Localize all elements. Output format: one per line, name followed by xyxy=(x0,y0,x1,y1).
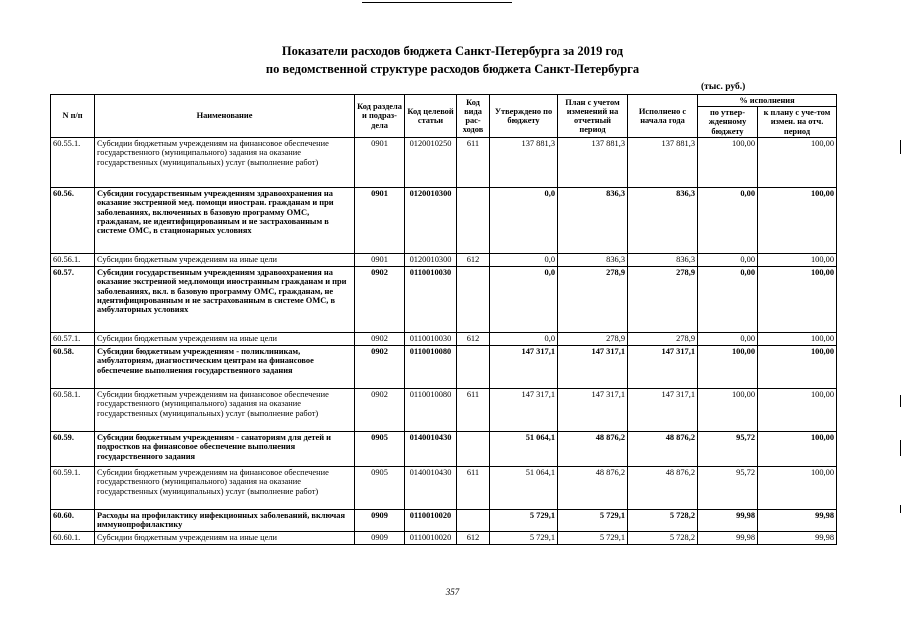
table-row xyxy=(51,137,837,187)
plan-amount: 137 881,3 xyxy=(558,137,628,187)
row-name: Субсидии бюджетным учреждениям - поликлиникам, амбулаториям, диагностическим центрам на финансовое обеспечение выполнения государственного задания xyxy=(95,345,355,388)
target-code: 0110010080 xyxy=(405,388,457,431)
row-name: Субсидии бюджетным учреждениям - санаториям для детей и подростков на финансовое обеспечение выполнения государственного задания xyxy=(95,431,355,466)
target-code: 0110010030 xyxy=(405,332,457,345)
row-name: Субсидии государственным учреждениям здравоохранения на оказание экстренной мед.помощи иностранным гражданам и при заболеваниях, вкл. в базовую программу ОМС, гражданам, не идентифицированным и не застрахованным в системе ОМС, в амбулаторных условиях xyxy=(95,266,355,332)
section-code: 0909 xyxy=(355,509,405,531)
row-number: 60.60.1. xyxy=(51,531,95,544)
document-title-line2: по ведомственной структуре расходов бюджета Санкт-Петербурга xyxy=(265,62,640,76)
pct-plan: 100,00 xyxy=(758,466,837,509)
row-name: Субсидии бюджетным учреждениям на финансовое обеспечение государственного (муниципального) задания на оказание государственных (муниципальных) услуг (выполнение работ) xyxy=(95,388,355,431)
target-code: 0140010430 xyxy=(405,466,457,509)
type-code: 611 xyxy=(457,466,490,509)
row-number: 60.55.1. xyxy=(51,137,95,187)
section-code: 0909 xyxy=(355,531,405,544)
section-code: 0902 xyxy=(355,266,405,332)
target-code: 0110010020 xyxy=(405,531,457,544)
type-code: 612 xyxy=(457,531,490,544)
plan-amount: 278,9 xyxy=(558,332,628,345)
type-code xyxy=(457,509,490,531)
table-row xyxy=(51,266,837,332)
executed-amount: 147 317,1 xyxy=(628,388,698,431)
section-code: 0905 xyxy=(355,466,405,509)
approved-amount: 5 729,1 xyxy=(490,531,558,544)
table-row xyxy=(51,332,837,345)
executed-amount: 5 728,2 xyxy=(628,531,698,544)
table-row xyxy=(51,187,837,253)
page-number: 357 xyxy=(445,587,460,597)
margin-mark xyxy=(900,505,901,513)
plan-amount: 147 317,1 xyxy=(558,345,628,388)
header-plan: План с учетом изменений на отчетный период xyxy=(558,95,628,138)
expenditure-table xyxy=(50,94,837,545)
pct-budget: 99,98 xyxy=(698,531,758,544)
plan-amount: 147 317,1 xyxy=(558,388,628,431)
approved-amount: 0,0 xyxy=(490,332,558,345)
row-number: 60.58.1. xyxy=(51,388,95,431)
row-number: 60.59.1. xyxy=(51,466,95,509)
pct-budget: 0,00 xyxy=(698,187,758,253)
table-row xyxy=(51,466,837,509)
units-label: (тыс. руб.) xyxy=(701,82,746,92)
margin-mark xyxy=(900,440,901,456)
target-code: 0110010080 xyxy=(405,345,457,388)
row-name: Субсидии бюджетным учреждениям на иные цели xyxy=(95,253,355,266)
pct-budget: 95,72 xyxy=(698,431,758,466)
type-code xyxy=(457,187,490,253)
approved-amount: 51 064,1 xyxy=(490,466,558,509)
pct-budget: 0,00 xyxy=(698,253,758,266)
header-pct-plan: к плану с уче-том измен. на отч. период xyxy=(758,107,837,138)
target-code: 0120010300 xyxy=(405,253,457,266)
plan-amount: 836,3 xyxy=(558,187,628,253)
table-row xyxy=(51,531,837,544)
row-number: 60.57. xyxy=(51,266,95,332)
pct-plan: 100,00 xyxy=(758,388,837,431)
executed-amount: 48 876,2 xyxy=(628,431,698,466)
row-name: Расходы на профилактику инфекционных заболеваний, включая иммунопрофилактику xyxy=(95,509,355,531)
plan-amount: 836,3 xyxy=(558,253,628,266)
header-num: N п/п xyxy=(51,95,95,138)
target-code: 0110010030 xyxy=(405,266,457,332)
executed-amount: 147 317,1 xyxy=(628,345,698,388)
margin-mark xyxy=(900,395,901,407)
table-row xyxy=(51,388,837,431)
margin-mark xyxy=(900,140,901,154)
row-number: 60.59. xyxy=(51,431,95,466)
executed-amount: 48 876,2 xyxy=(628,466,698,509)
type-code xyxy=(457,345,490,388)
header-name: Наименование xyxy=(95,95,355,138)
approved-amount: 51 064,1 xyxy=(490,431,558,466)
approved-amount: 0,0 xyxy=(490,187,558,253)
header-percent-group: % исполнения xyxy=(698,95,837,107)
pct-plan: 100,00 xyxy=(758,345,837,388)
plan-amount: 48 876,2 xyxy=(558,431,628,466)
table-row xyxy=(51,253,837,266)
header-section-code: Код раздела и подраз-дела xyxy=(355,95,405,138)
table-row xyxy=(51,345,837,388)
approved-amount: 147 317,1 xyxy=(490,345,558,388)
type-code xyxy=(457,266,490,332)
pct-budget: 0,00 xyxy=(698,332,758,345)
approved-amount: 5 729,1 xyxy=(490,509,558,531)
pct-plan: 100,00 xyxy=(758,266,837,332)
row-name: Субсидии бюджетным учреждениям на иные цели xyxy=(95,332,355,345)
approved-amount: 147 317,1 xyxy=(490,388,558,431)
target-code: 0140010430 xyxy=(405,431,457,466)
table-row xyxy=(51,431,837,466)
row-number: 60.60. xyxy=(51,509,95,531)
row-name: Субсидии государственным учреждениям здравоохранения на оказание экстренной мед. помощи иностран. гражданам и при заболеваниях, включенных в базовую программу ОМС, гражданам, не идентифицированным и не застрахованным в системе ОМС, в стационарных условиях xyxy=(95,187,355,253)
row-number: 60.57.1. xyxy=(51,332,95,345)
section-code: 0901 xyxy=(355,253,405,266)
plan-amount: 278,9 xyxy=(558,266,628,332)
pct-plan: 100,00 xyxy=(758,431,837,466)
executed-amount: 278,9 xyxy=(628,332,698,345)
row-number: 60.56.1. xyxy=(51,253,95,266)
row-name: Субсидии бюджетным учреждениям на финансовое обеспечение государственного (муниципального) задания на оказание государственных (муниципальных) услуг (выполнение работ) xyxy=(95,137,355,187)
pct-budget: 100,00 xyxy=(698,388,758,431)
pct-plan: 100,00 xyxy=(758,137,837,187)
pct-budget: 0,00 xyxy=(698,266,758,332)
executed-amount: 137 881,3 xyxy=(628,137,698,187)
pct-budget: 99,98 xyxy=(698,509,758,531)
approved-amount: 137 881,3 xyxy=(490,137,558,187)
section-code: 0902 xyxy=(355,345,405,388)
header-type-code: Код вида рас-ходов xyxy=(457,95,490,138)
target-code: 0120010300 xyxy=(405,187,457,253)
pct-plan: 100,00 xyxy=(758,332,837,345)
section-code: 0902 xyxy=(355,388,405,431)
pct-plan: 99,98 xyxy=(758,531,837,544)
plan-amount: 48 876,2 xyxy=(558,466,628,509)
header-target-code: Код целевой статьи xyxy=(405,95,457,138)
target-code: 0120010250 xyxy=(405,137,457,187)
header-approved: Утверждено по бюджету xyxy=(490,95,558,138)
type-code xyxy=(457,431,490,466)
type-code: 612 xyxy=(457,253,490,266)
table-body xyxy=(51,137,837,544)
header-pct-budget: по утвер-жденному бюджету xyxy=(698,107,758,138)
section-code: 0901 xyxy=(355,137,405,187)
header-executed: Исполнено с начала года xyxy=(628,95,698,138)
executed-amount: 836,3 xyxy=(628,187,698,253)
document-title-line1: Показатели расходов бюджета Санкт-Петербурга за 2019 год xyxy=(281,44,624,58)
pct-plan: 100,00 xyxy=(758,187,837,253)
approved-amount: 0,0 xyxy=(490,253,558,266)
row-name: Субсидии бюджетным учреждениям на иные цели xyxy=(95,531,355,544)
approved-amount: 0,0 xyxy=(490,266,558,332)
pct-budget: 95,72 xyxy=(698,466,758,509)
row-number: 60.58. xyxy=(51,345,95,388)
pct-budget: 100,00 xyxy=(698,345,758,388)
row-number: 60.56. xyxy=(51,187,95,253)
row-name: Субсидии бюджетным учреждениям на финансовое обеспечение государственного (муниципального) задания на оказание государственных (муниципальных) услуг (выполнение работ) xyxy=(95,466,355,509)
section-code: 0905 xyxy=(355,431,405,466)
pct-plan: 99,98 xyxy=(758,509,837,531)
plan-amount: 5 729,1 xyxy=(558,509,628,531)
section-code: 0901 xyxy=(355,187,405,253)
section-code: 0902 xyxy=(355,332,405,345)
executed-amount: 5 728,2 xyxy=(628,509,698,531)
executed-amount: 278,9 xyxy=(628,266,698,332)
type-code: 611 xyxy=(457,388,490,431)
top-rule xyxy=(362,2,512,3)
pct-budget: 100,00 xyxy=(698,137,758,187)
type-code: 611 xyxy=(457,137,490,187)
table-row xyxy=(51,509,837,531)
pct-plan: 100,00 xyxy=(758,253,837,266)
type-code: 612 xyxy=(457,332,490,345)
plan-amount: 5 729,1 xyxy=(558,531,628,544)
executed-amount: 836,3 xyxy=(628,253,698,266)
target-code: 0110010020 xyxy=(405,509,457,531)
